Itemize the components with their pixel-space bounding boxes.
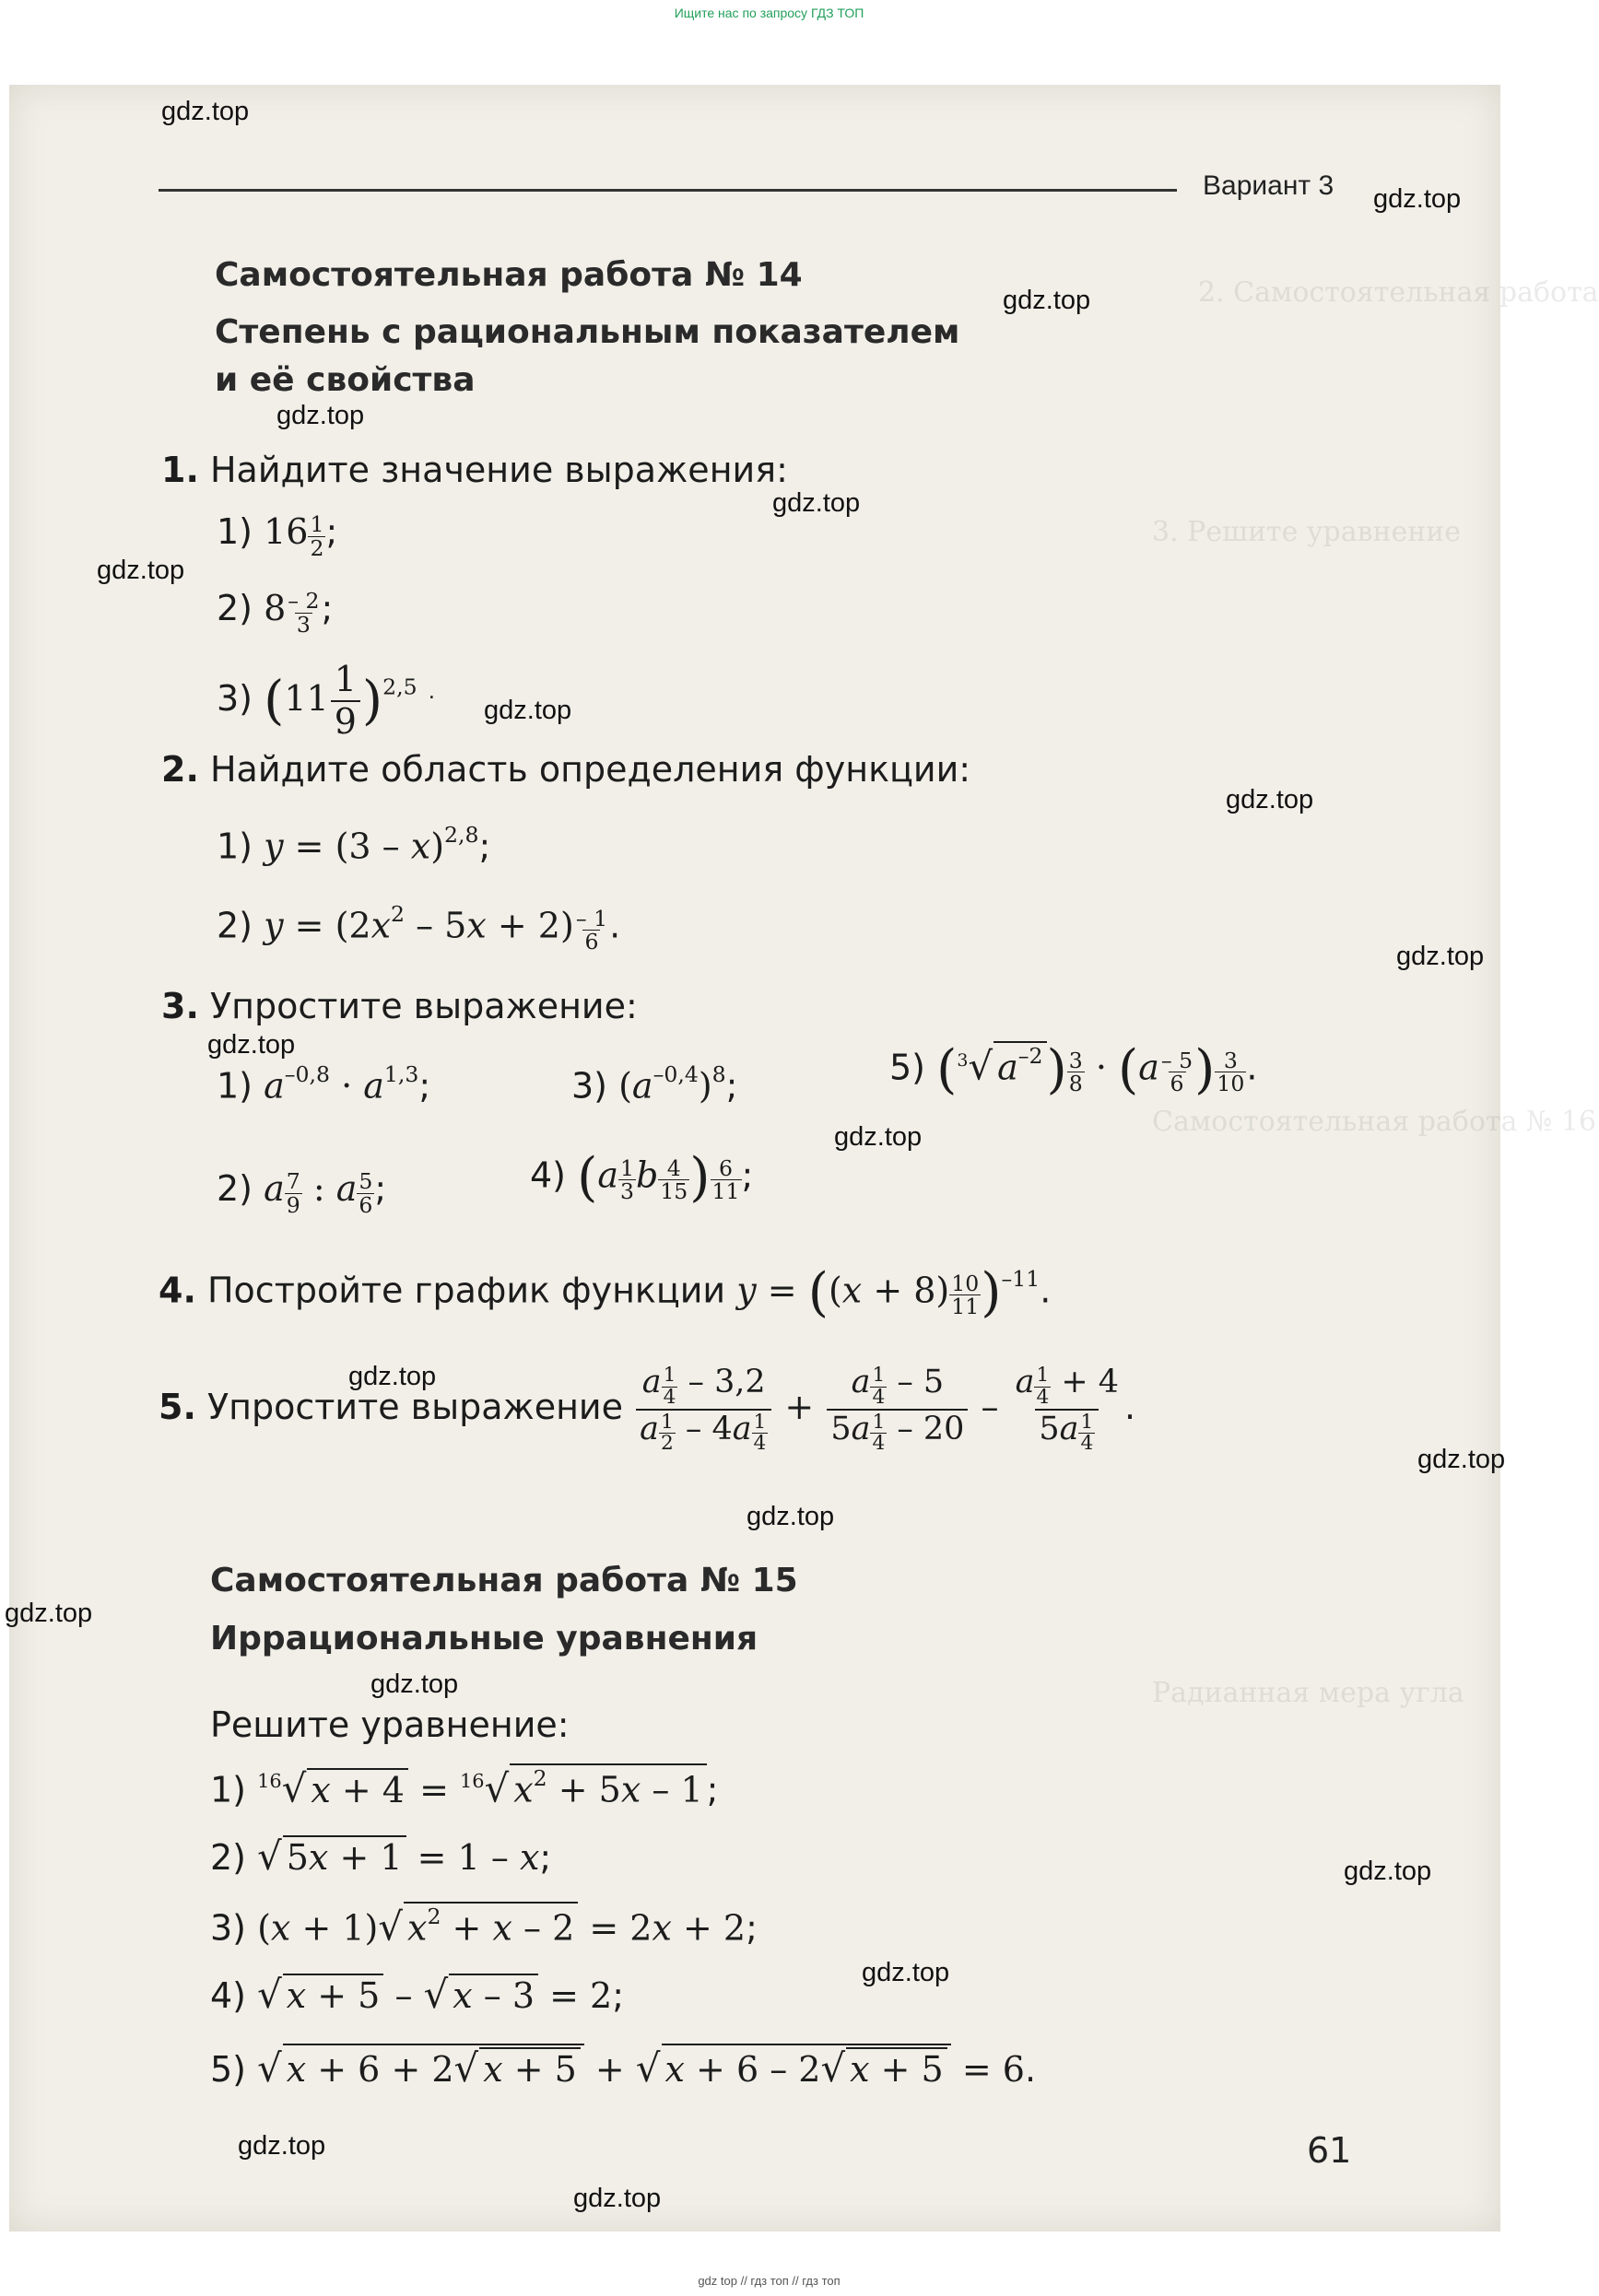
watermark: gdz.top	[1417, 1445, 1506, 1474]
task-1-item-3: 3) (11 $\frac{1}{9}$ )$^{2,5}$ ·	[217, 659, 435, 742]
work14-subtitle-2: и её свойства	[215, 361, 476, 399]
page-number: 61	[1307, 2130, 1352, 2171]
work15-item-5: 5) √ x + 6 + 2√ x + 5 + √ x + 6 – 2√ x + 5 = 6.	[210, 2045, 1037, 2091]
task-5: 5. Упростите выражение a $\frac{1}{4}$ – 3,2 a $\frac{1}{2}$ – 4a $\frac{1}{4}$ + a $\frac{1}{4}$ – 5 5a $\frac{1}{4}$ – 20 – a $\frac{1}{4}$ + 4 5a $\frac{1}{4}$ .	[159, 1364, 1136, 1456]
task-3-item-5: 5) ($^3$√ $a^{-2}$) $\frac{3}{8}$ · (a $\frac{- 5}{6}$ ) $\frac{3}{10}$ .	[889, 1039, 1258, 1100]
watermark: gdz.top	[97, 556, 185, 585]
work15-item-3: 3) (x + 1)√ $x^2 + x - 2 = 2x + 2$;	[210, 1904, 758, 1950]
watermark: gdz.top	[1344, 1857, 1432, 1886]
variant-label: Вариант 3	[1203, 170, 1334, 201]
task-2-item-1: 1) y = (3 – x)$^{2,8}$;	[217, 822, 491, 867]
work15-subtitle: Иррациональные уравнения	[210, 1620, 758, 1658]
watermark: gdz.top	[348, 1362, 437, 1391]
task-2-item-2: 2) $y = (2x^2 - 5x + 2)$ $\frac{- 1}{6}$ .	[217, 901, 621, 955]
header-rule	[159, 189, 1177, 192]
watermark: gdz.top	[276, 401, 365, 430]
watermark: gdz.top	[834, 1122, 923, 1152]
watermark: gdz.top	[207, 1030, 296, 1060]
task-1: 1. Найдите значение выражения:	[161, 450, 788, 490]
task-1-item-1: 1) 16 $\frac{1}{2}$ ;	[217, 511, 338, 561]
watermark: gdz.top	[747, 1502, 835, 1531]
work15-item-1: 1) $^{16}$√ x + 4 = $^{16}$√ $x^2 + 5x - 1$ ;	[210, 1765, 719, 1811]
watermark: gdz.top	[1003, 286, 1091, 315]
task-2: 2. Найдите область определения функции:	[161, 749, 971, 790]
work15-prompt: Решите уравнение:	[210, 1704, 570, 1745]
work15-item-2: 2) √ 5x + 1 = 1 – x;	[210, 1833, 552, 1879]
task-4: 4. Постройте график функции y = ((x + 8) $\frac{10}{11}$ )$^{-11}$.	[159, 1262, 1052, 1323]
watermark: gdz.top	[5, 1599, 93, 1628]
work15-item-4: 4) √ x + 5 – √ x – 3 = 2;	[210, 1972, 625, 2017]
task-3-item-4: 4) (a $\frac{1}{3}$ b $\frac{4}{15}$ ) $\frac{6}{11}$ ;	[530, 1147, 754, 1208]
bottom-banner: gdz top // гдз топ // гдз топ	[698, 2274, 841, 2288]
task-3: 3. Упростите выражение:	[161, 986, 638, 1026]
work15-title: Самостоятельная работа № 15	[210, 1562, 798, 1599]
watermark: gdz.top	[573, 2184, 662, 2213]
watermark: gdz.top	[1226, 785, 1314, 814]
work14-subtitle-1: Степень с рациональным показателем	[215, 313, 960, 351]
top-banner: Ищите нас по запросу ГДЗ ТОП	[674, 6, 864, 20]
watermark: gdz.top	[772, 488, 861, 518]
watermark: gdz.top	[161, 97, 250, 126]
watermark: gdz.top	[1373, 184, 1462, 214]
task-3-item-1: 1) $a^{-0,8} \cdot a^{1,3}$;	[217, 1061, 431, 1107]
task-1-item-2: 2) 8 $\frac{- 2}{3}$ ;	[217, 588, 334, 638]
watermark: gdz.top	[484, 696, 572, 725]
work14-title: Самостоятельная работа № 14	[215, 256, 803, 294]
task-3-item-3: 3) $(a^{-0,4})^8$;	[571, 1061, 738, 1107]
watermark: gdz.top	[370, 1669, 459, 1699]
task-3-item-2: 2) a $\frac{7}{9}$ : a $\frac{5}{6}$ ;	[217, 1168, 387, 1218]
watermark: gdz.top	[862, 1958, 950, 1987]
watermark: gdz.top	[238, 2131, 326, 2161]
watermark: gdz.top	[1396, 942, 1485, 971]
